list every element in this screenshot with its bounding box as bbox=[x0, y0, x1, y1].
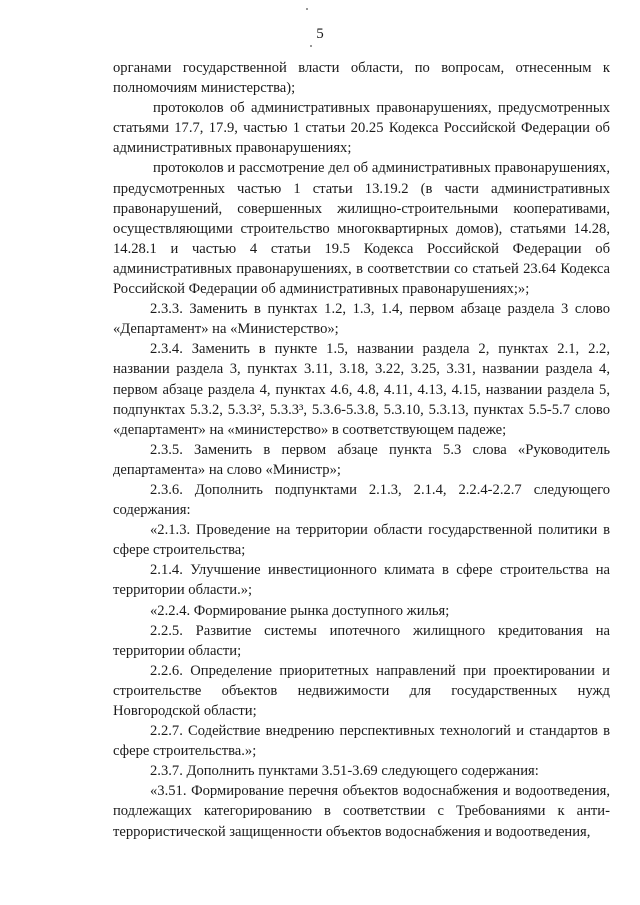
paragraph: 2.3.6. Дополнить подпунктами 2.1.3, 2.1.4, 2.2.4-2.2.7 следующего содержания: bbox=[113, 481, 610, 519]
paragraph: 2.3.7. Дополнить пунктами 3.51-3.69 следующего содержания: bbox=[150, 763, 539, 780]
paragraph: «2.1.3. Проведение на территории области государственной политики в сфере строительства; bbox=[113, 522, 610, 559]
scan-speck bbox=[310, 45, 312, 47]
paragraph: органами государственной власти области, по вопросам, отнесенным к полномочиям министерства); bbox=[113, 60, 610, 97]
paragraph: протоколов об административных правонарушениях, предусмотренных статьями 17.7, 17.9, частью 1 статьи 20.25 Кодекса Российской Федерации об административных правонарушениях; bbox=[113, 100, 610, 157]
paragraph: 2.2.5. Развитие системы ипотечного жилищного кредитования на территории области; bbox=[113, 622, 610, 659]
paragraph: 2.2.6. Определение приоритетных направлений при проектировании и строительстве объектов недвижимости для государственных нужд Новгородской области; bbox=[113, 662, 610, 719]
paragraph: «2.2.4. Формирование рынка доступного жилья; bbox=[150, 602, 450, 619]
document-body bbox=[113, 58, 610, 842]
paragraph: 2.3.3. Заменить в пунктах 1.2, 1.3, 1.4, первом абзаце раздела 3 слово «Департамент» на «Министерство»; bbox=[113, 301, 610, 338]
scan-speck bbox=[306, 8, 308, 10]
page-number: 5 bbox=[316, 26, 324, 42]
paragraph: 2.1.4. Улучшение инвестиционного климата в сфере строительства на территории области.»; bbox=[113, 562, 610, 599]
paragraph: 2.2.7. Содействие внедрению перспективных технологий и стандартов в сфере строительства.»; bbox=[113, 723, 610, 760]
paragraph: 2.3.5. Заменить в первом абзаце пункта 5.3 слова «Руководитель департамента» на слово «Министр»; bbox=[113, 441, 610, 478]
paragraph: протоколов и рассмотрение дел об административных правонарушениях, предусмотренных частью 1 статьи 13.19.2 (в части административных правонарушений, совершенных жилищно-строительными кооперативами, осуществляющими строительство многоквартирных домов), статьями 14.28, 14.28.1 и частью 4 статьи 19.5 Кодекса Российской Федерации об административных правонарушениях, в соответствии со статьей 23.64 Кодекса Российской Федерации об административных правонарушениях;»; bbox=[113, 160, 610, 298]
paragraph: 2.3.4. Заменить в пункте 1.5, названии раздела 2, пунктах 2.1, 2.2, названии раздела 3, пунктах 3.11, 3.18, 3.22, 3.25, 3.31, названии раздела 4, первом абзаце раздела 4, пунктах 4.6, 4.8, 4.11, 4.13, 4.15, названии раздела 5, подпунктах 5.3.2, 5.3.3², 5.3.3³, 5.3.6-5.3.8, 5.3.10, 5.3.13, пунктах 5.5-5.7 слово «департамент» на «министерство» в соответствующем падеже; bbox=[113, 341, 610, 438]
paragraph: «3.51. Формирование перечня объектов водоснабжения и водоотведения, подлежащих категорированию в соответствии с Требованиями к антитеррористической защищенности объектов водоснабжения и водоотведения, bbox=[113, 783, 610, 840]
